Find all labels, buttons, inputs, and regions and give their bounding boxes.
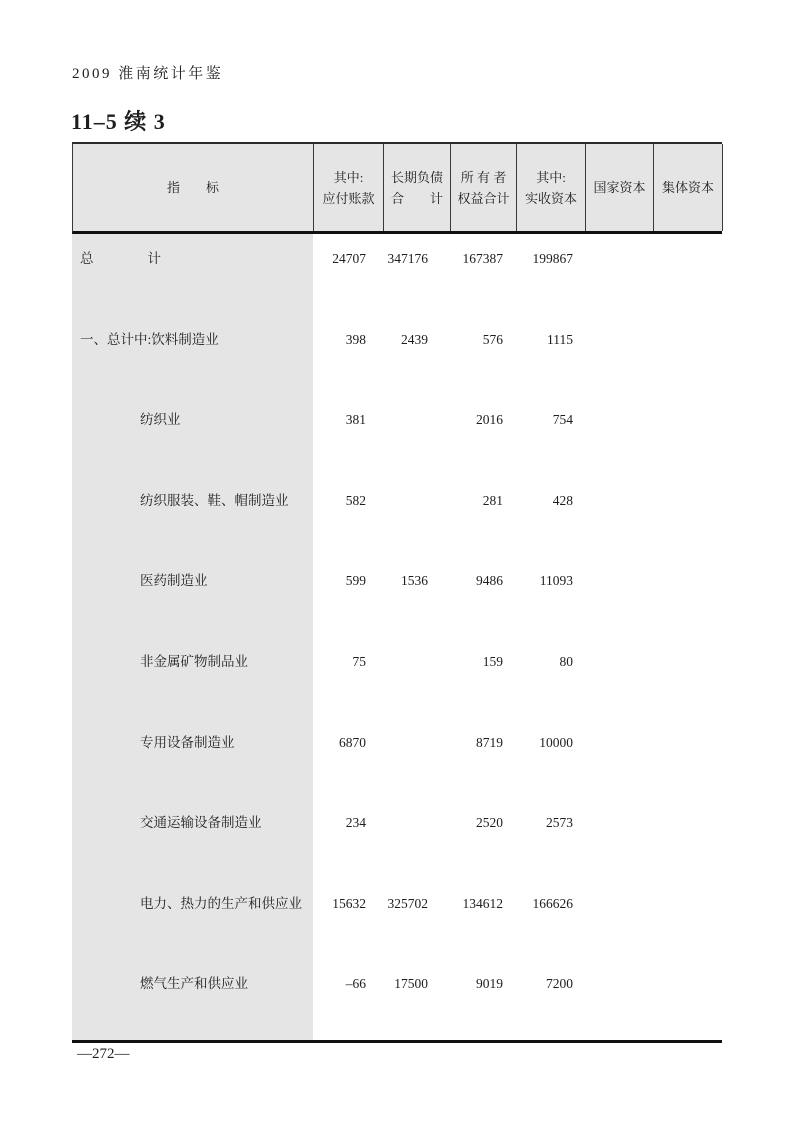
cell-value (585, 556, 653, 637)
cell-value: 398 (345, 331, 366, 347)
row-label: 一、总计中:饮料制造业 (72, 315, 313, 396)
row-label: 电力、热力的生产和供应业 (72, 879, 313, 960)
column-header-line: 国家资本 (593, 180, 646, 195)
cell-value (653, 395, 722, 476)
cell-value: 167387 (462, 251, 503, 266)
cell-value: 2016 (476, 412, 503, 428)
cell-value (585, 476, 653, 557)
table-row (72, 315, 722, 396)
stat-table (72, 142, 722, 1043)
row-label: 纺织业 (72, 395, 313, 476)
cell-value: 166626 (532, 895, 573, 911)
column-header-line: 其中: (536, 169, 566, 185)
cell-value: 9486 (476, 573, 503, 589)
cell-value (585, 234, 653, 315)
cell-value (585, 315, 653, 396)
column-header-line: 实收资本 (524, 190, 577, 206)
table-row (72, 476, 722, 557)
column-header-owners-equity (451, 144, 517, 231)
column-header-line: 所 有 者 (460, 169, 507, 185)
cell-value: 7200 (546, 976, 573, 992)
column-header-indicator (73, 144, 314, 231)
cell-value (653, 718, 722, 799)
row-label: 医药制造业 (72, 556, 313, 637)
cell-value: 234 (345, 815, 366, 831)
cell-value: 6870 (339, 734, 366, 750)
column-header-paid-in-capital (517, 144, 586, 231)
column-header-line: 合 计 (390, 190, 443, 206)
cell-value: 134612 (462, 895, 503, 911)
row-label: 总 计 (72, 234, 313, 315)
cell-value (653, 637, 722, 718)
column-header-line: 权益合计 (457, 190, 510, 206)
cell-value (653, 959, 722, 1040)
cell-value (585, 718, 653, 799)
cell-value (585, 959, 653, 1040)
cell-value: 17500 (394, 976, 428, 992)
cell-value: 428 (552, 492, 573, 508)
cell-value (585, 879, 653, 960)
column-header-collective-capital (654, 144, 723, 231)
cell-value (653, 234, 722, 315)
cell-value (653, 556, 722, 637)
table-row (72, 718, 722, 799)
row-label: 纺织服装、鞋、帽制造业 (72, 476, 313, 557)
row-label: 非金属矿物制品业 (72, 637, 313, 718)
cell-value (383, 395, 450, 476)
column-header-line: 其中: (333, 169, 364, 185)
cell-value (653, 798, 722, 879)
table-row (72, 879, 722, 960)
column-header-line: 集体资本 (661, 180, 714, 195)
cell-value: 8719 (476, 734, 503, 750)
table-body (72, 234, 722, 1043)
cell-value: 75 (352, 653, 366, 669)
column-header-accounts-payable (314, 144, 384, 231)
cell-value (383, 798, 450, 879)
column-header-long-term-liabilities (384, 144, 451, 231)
cell-value: 1536 (401, 573, 428, 589)
cell-value: 576 (482, 331, 503, 347)
cell-value: 159 (482, 653, 503, 669)
table-row (72, 234, 722, 315)
cell-value: 381 (345, 412, 366, 428)
book-title: 2009 淮南统计年鉴 (72, 66, 224, 82)
row-label: 燃气生产和供应业 (72, 959, 313, 1040)
cell-value (585, 637, 653, 718)
cell-value: 599 (345, 573, 366, 589)
cell-value: 1115 (547, 331, 573, 347)
cell-value: 15632 (332, 895, 366, 911)
cell-value: 199867 (532, 251, 573, 266)
cell-value (653, 315, 722, 396)
row-label: 专用设备制造业 (72, 718, 313, 799)
page-number: —272— (77, 1046, 130, 1062)
table-row (72, 395, 722, 476)
cell-value: 2439 (401, 331, 428, 347)
table-header (72, 142, 722, 234)
cell-value: 582 (345, 492, 366, 508)
cell-value: 80 (559, 653, 573, 669)
cell-value (585, 395, 653, 476)
cell-value: 24707 (332, 251, 366, 266)
table-row (72, 556, 722, 637)
cell-value: 11093 (539, 573, 573, 589)
cell-value (383, 637, 450, 718)
cell-value: 347176 (387, 251, 428, 266)
cell-value: 325702 (387, 895, 428, 911)
cell-value (653, 879, 722, 960)
cell-value (653, 476, 722, 557)
row-label: 交通运输设备制造业 (72, 798, 313, 879)
table-row (72, 959, 722, 1040)
table-row (72, 798, 722, 879)
cell-value (383, 476, 450, 557)
column-header-state-capital (586, 144, 654, 231)
cell-value: 10000 (539, 734, 573, 750)
cell-value: 754 (552, 412, 573, 428)
column-header-line: 指 标 (166, 180, 219, 195)
cell-value: 2573 (546, 815, 573, 831)
cell-value (383, 718, 450, 799)
cell-value: 281 (482, 492, 503, 508)
column-header-line: 长期负债 (390, 169, 443, 185)
cell-value (585, 798, 653, 879)
cell-value: 2520 (476, 815, 503, 831)
cell-value: –66 (345, 976, 366, 992)
column-header-line: 应付账款 (322, 190, 375, 206)
table-title: 11–5 续 3 (71, 109, 166, 134)
table-row (72, 637, 722, 718)
cell-value: 9019 (476, 976, 503, 992)
